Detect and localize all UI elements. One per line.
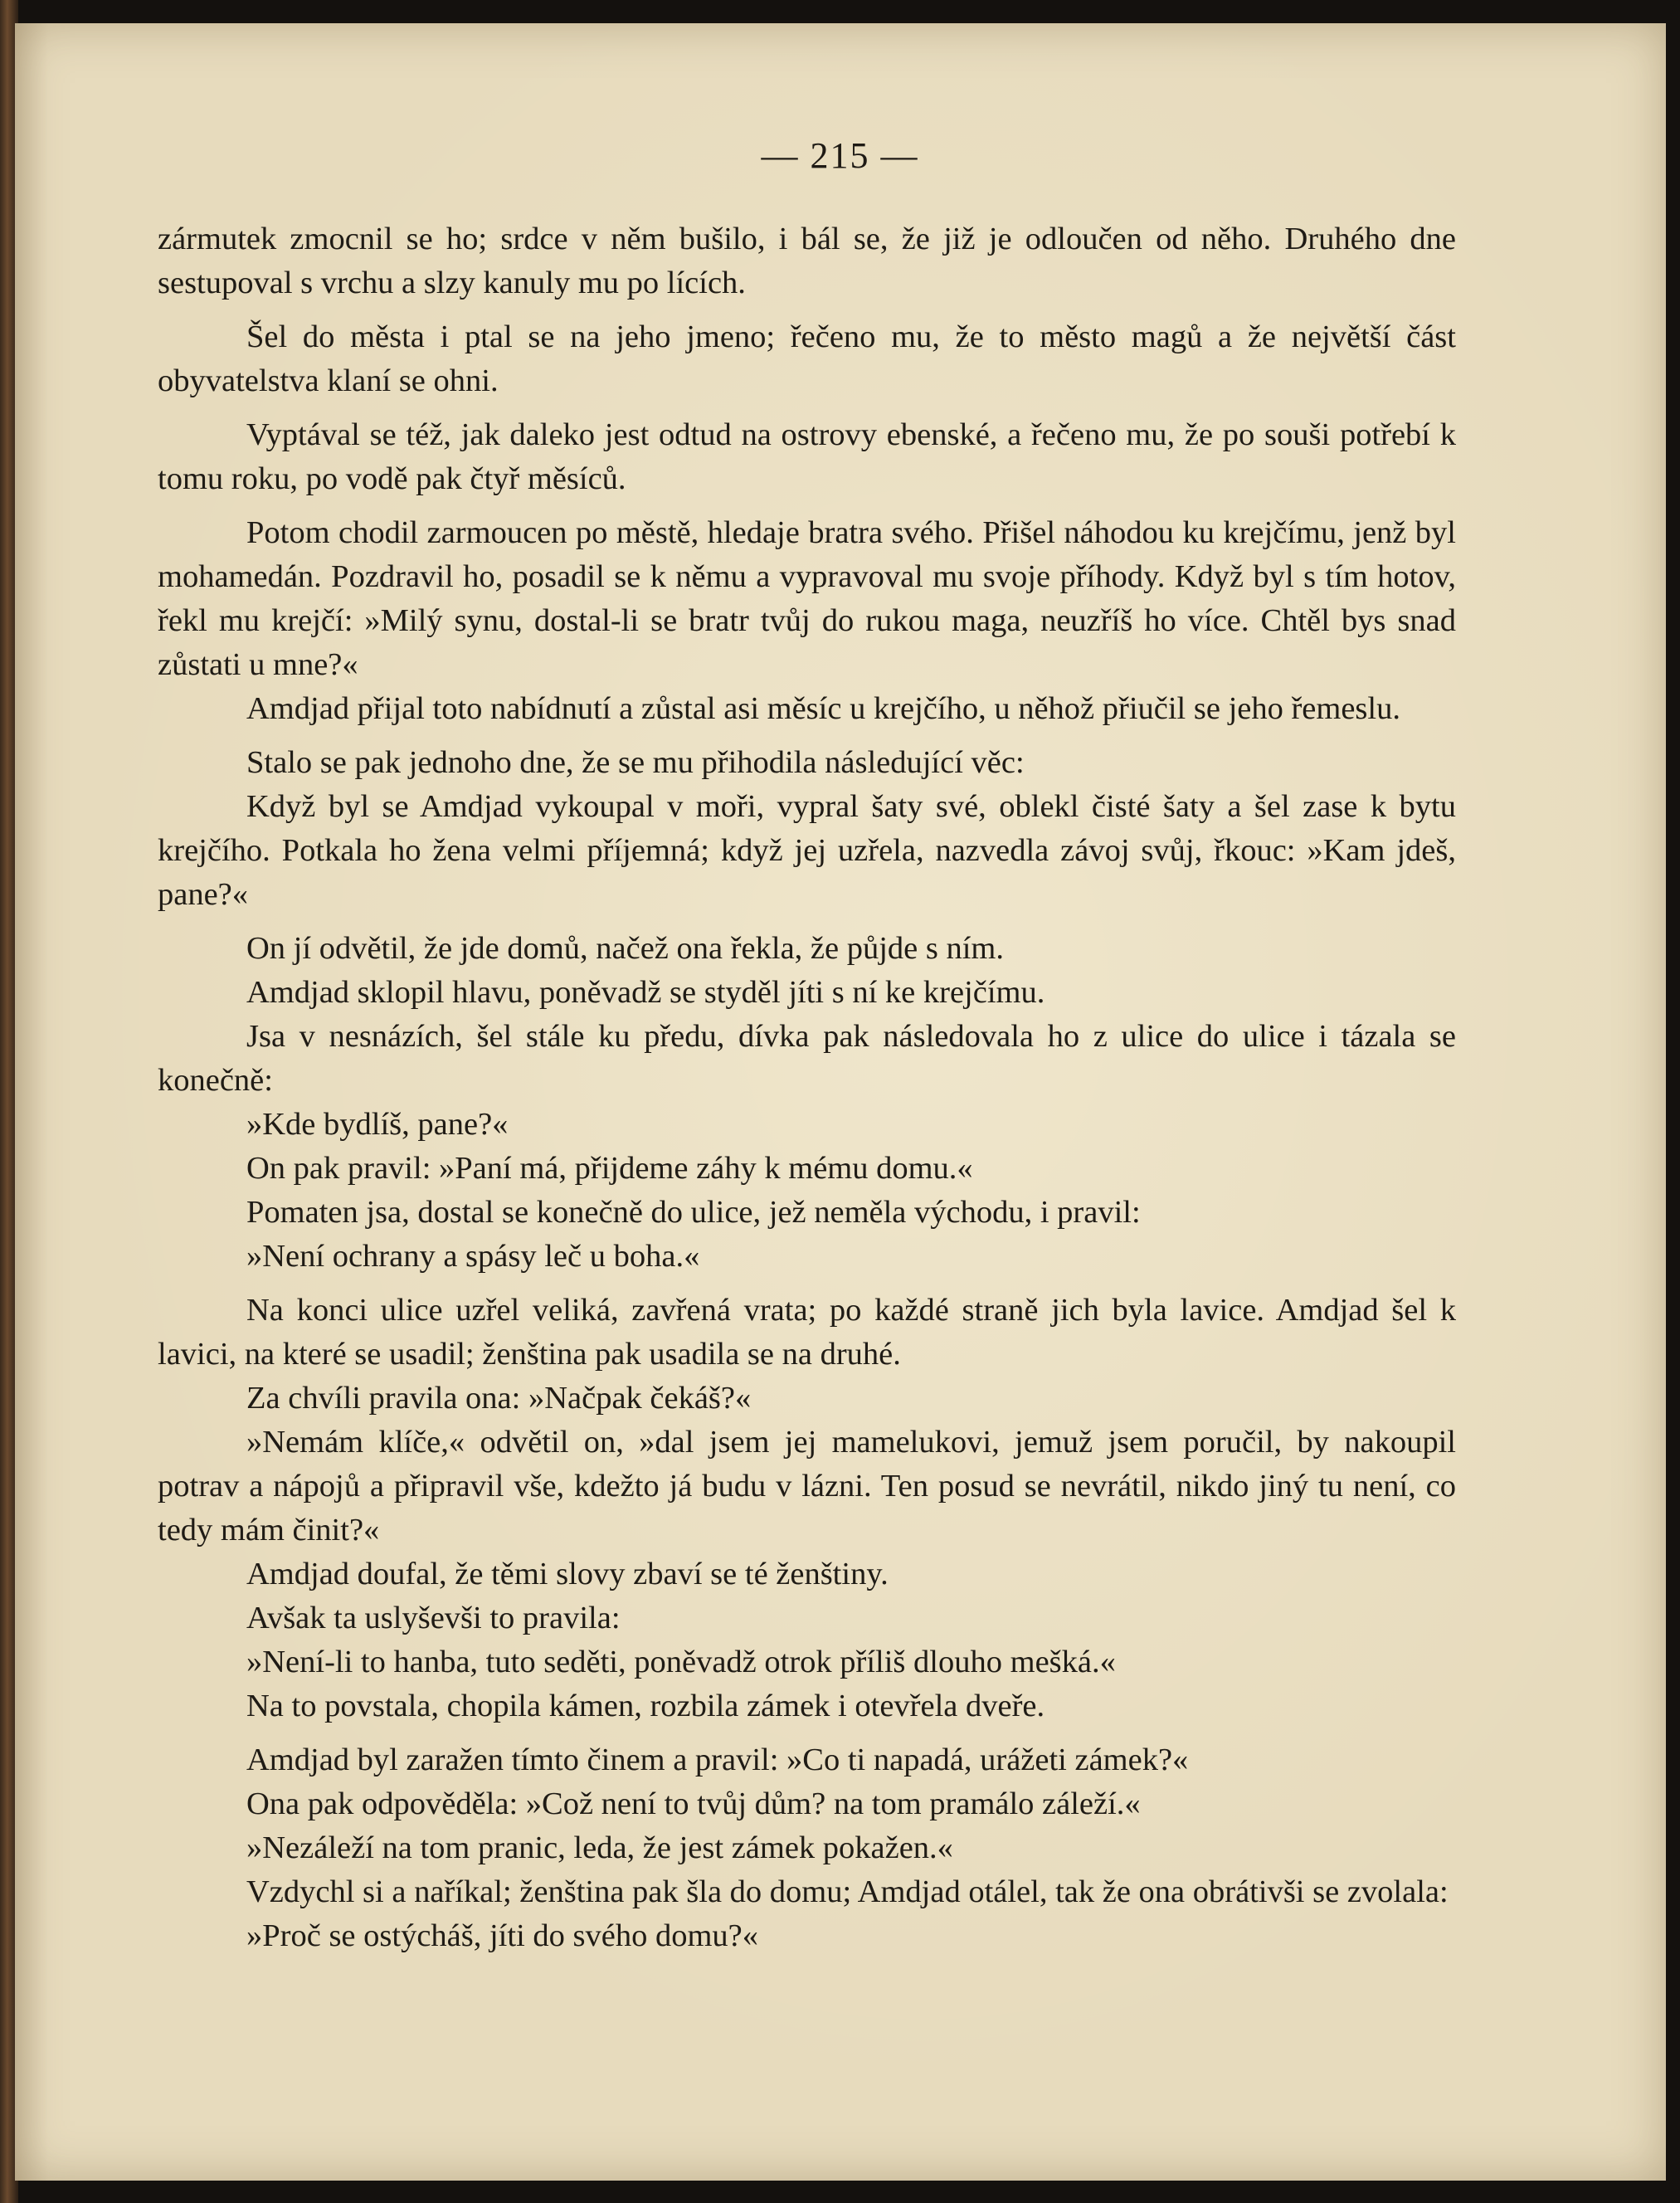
paragraph-13: Pomaten jsa, dostal se konečně do ulice, jež neměla východu, i pravil: bbox=[246, 1195, 1141, 1230]
paragraph-11: »Kde bydlíš, pane?« bbox=[246, 1107, 509, 1142]
paragraph-1: zármutek zmocnil se ho; srdce v něm bušilo, i bál se, že již je odloučen od něho. Druhého dne sestupoval s vrchu a slzy kanuly mu po lících. bbox=[158, 222, 1456, 300]
body-text bbox=[158, 217, 1456, 1958]
paragraph-23: Ona pak odpověděla: »Což není to tvůj dům? na tom pramálo záleží.« bbox=[246, 1786, 1141, 1821]
paragraph-7: Když byl se Amdjad vykoupal v moři, vypral šaty své, oblekl čisté šaty a šel zase k bytu krejčího. Potkala ho žena velmi příjemná; když jej uzřela, nazvedla závoj svůj, řkouc: »Kam jdeš, pane?« bbox=[158, 789, 1456, 912]
paragraph-21: Na to povstala, chopila kámen, rozbila zámek i otevřela dveře. bbox=[246, 1689, 1045, 1723]
paragraph-18: Amdjad doufal, že těmi slovy zbaví se té ženštiny. bbox=[246, 1557, 889, 1591]
paragraph-12: On pak pravil: »Paní má, přijdeme záhy k mému domu.« bbox=[246, 1151, 973, 1186]
paragraph-4: Potom chodil zarmoucen po městě, hledaje bratra svého. Přišel náhodou ku krejčímu, jenž byl mohamedán. Pozdravil ho, posadil se k němu a vypravoval mu svoje příhody. Když byl s tím hotov, řekl mu krejčí: »Milý synu, dostal-li se bratr tvůj do rukou maga, neuzříš ho více. Chtěl bys snad zůstati u mne?« bbox=[158, 515, 1456, 682]
paragraph-19: Avšak ta uslyševši to pravila: bbox=[246, 1601, 621, 1635]
paragraph-9: Amdjad sklopil hlavu, poněvadž se styděl jíti s ní ke krejčímu. bbox=[246, 975, 1045, 1010]
paragraph-24: »Nezáleží na tom pranic, leda, že jest zámek pokažen.« bbox=[246, 1830, 953, 1865]
paragraph-6: Stalo se pak jednoho dne, že se mu přihodila následující věc: bbox=[246, 745, 1025, 780]
paragraph-8: On jí odvětil, že jde domů, načež ona řekla, že půjde s ním. bbox=[246, 931, 1005, 966]
paragraph-14: »Není ochrany a spásy leč u boha.« bbox=[246, 1239, 700, 1274]
paragraph-3: Vyptával se též, jak daleko jest odtud na ostrovy ebenské, a řečeno mu, že po souši potřebí k tomu roku, po vodě pak čtyř měsíců. bbox=[158, 417, 1456, 496]
page-number: — 215 — bbox=[761, 135, 919, 176]
paragraph-10: Jsa v nesnázích, šel stále ku předu, dívka pak následovala ho z ulice do ulice i tázala se konečně: bbox=[158, 1019, 1456, 1098]
paragraph-25: Vzdychl si a naříkal; ženština pak šla do domu; Amdjad otálel, tak že ona obrátivši se zvolala: bbox=[246, 1874, 1449, 1909]
paragraph-26: »Proč se ostýcháš, jíti do svého domu?« bbox=[246, 1918, 758, 1953]
paragraph-20: »Není-li to hanba, tuto seděti, poněvadž otrok příliš dlouho mešká.« bbox=[246, 1645, 1116, 1679]
paragraph-17: »Nemám klíče,« odvětil on, »dal jsem jej mamelukovi, jemuž jsem poručil, by nakoupil potrav a nápojů a připravil vše, kdežto já budu v lázni. Ten posud se nevrátil, nikdo jiný tu není, co tedy mám činit?« bbox=[158, 1425, 1456, 1547]
paragraph-5: Amdjad přijal toto nabídnutí a zůstal asi měsíc u krejčího, u něhož přiučil se jeho řemeslu. bbox=[246, 691, 1400, 726]
paragraph-22: Amdjad byl zaražen tímto činem a pravil: »Co ti napadá, urážeti zámek?« bbox=[246, 1742, 1189, 1777]
paragraph-15: Na konci ulice uzřel veliká, zavřená vrata; po každé straně jich byla lavice. Amdjad šel k lavici, na které se usadil; ženština pak usadila se na druhé. bbox=[158, 1293, 1456, 1372]
paragraph-16: Za chvíli pravila ona: »Načpak čekáš?« bbox=[246, 1381, 752, 1416]
paragraph-2: Šel do města i ptal se na jeho jmeno; řečeno mu, že to město magů a že největší část obyvatelstva klaní se ohni. bbox=[158, 319, 1456, 398]
